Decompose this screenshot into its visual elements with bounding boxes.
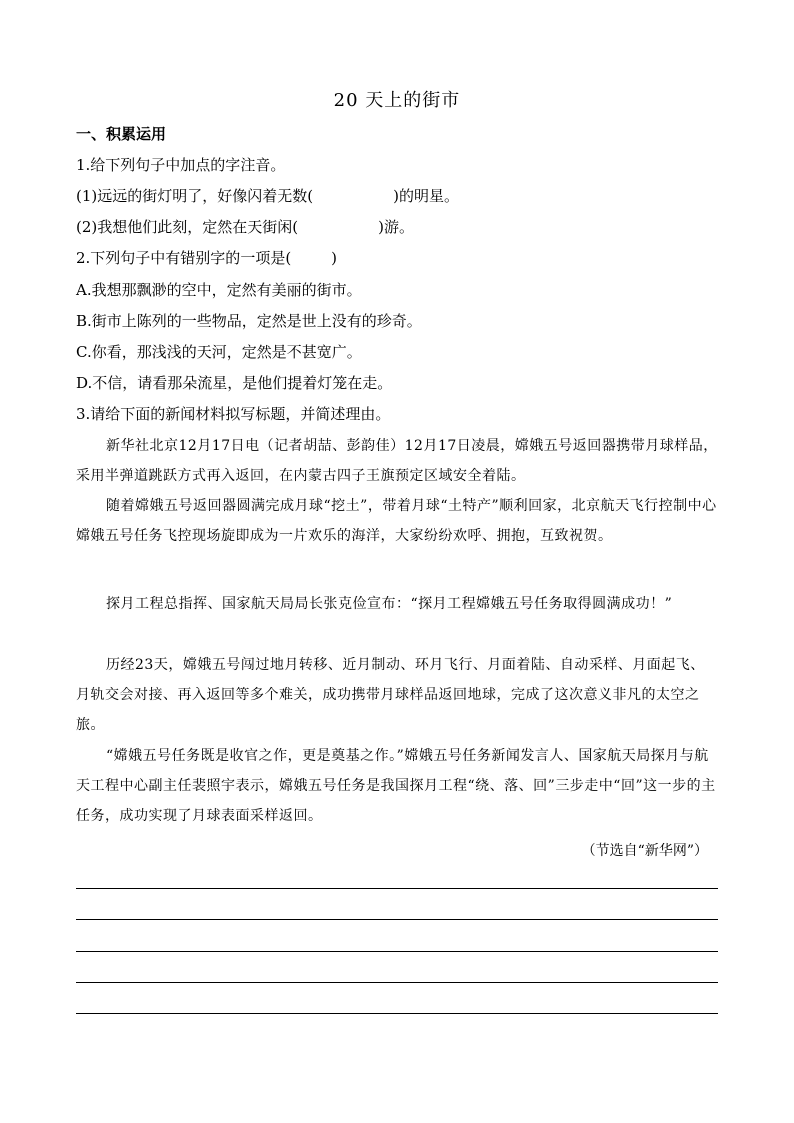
answer-line[interactable]	[76, 951, 718, 952]
question-1-item-1-pre: (1)远远的街灯明了，好像闪着无数(	[76, 187, 314, 205]
question-2-option-b: B.街市上陈列的一些物品，定然是世上没有的珍奇。	[76, 312, 422, 330]
question-3-stem: 3.请给下面的新闻材料拟写标题，并简述理由。	[76, 405, 391, 423]
answer-line[interactable]	[76, 982, 718, 983]
question-1-item-2-pre: (2)我想他们此刻，定然在天街闲(	[76, 218, 299, 236]
question-1-item-1	[76, 186, 459, 206]
answer-line[interactable]	[76, 888, 718, 889]
news-paragraph-1: 新华社北京12月17日电（记者胡喆、彭韵佳）12月17日凌晨，嫦娥五号返回器携带月球样品，采用半弹道跳跃方式再入返回，在内蒙古四子王旗预定区域安全着陆。	[76, 438, 718, 484]
question-1-item-1-post: )的明星。	[393, 187, 459, 205]
question-1-item-2-post: )游。	[378, 218, 414, 236]
question-2-option-d: D.不信，请看那朵流星，是他们提着灯笼在走。	[76, 374, 393, 392]
question-2-option-a: A.我想那飘渺的空中，定然有美丽的街市。	[76, 281, 362, 299]
answer-line[interactable]	[76, 919, 718, 920]
news-paragraph-5: “嫦娥五号任务既是收官之作，更是奠基之作。”嫦娥五号任务新闻发言人、国家航天局探月与航天工程中心副主任裴照宇表示，嫦娥五号任务是我国探月工程“绕、落、回”三步走中“回”这一步的主任务，成功实现了月球表面采样返回。	[76, 748, 716, 824]
answer-line[interactable]	[76, 1013, 718, 1014]
news-paragraph-2: 随着嫦娥五号返回器圆满完成月球“挖土”，带着月球“土特产”顺利回家，北京航天飞行控制中心嫦娥五号任务飞控现场旋即成为一片欢乐的海洋，大家纷纷欢呼、拥抱，互致祝贺。	[76, 498, 717, 544]
question-1-stem: 1.给下列句子中加点的字注音。	[76, 156, 286, 174]
news-source: （节选自“新华网”）	[581, 843, 708, 859]
page-title: 20 天上的街市	[333, 90, 461, 111]
news-paragraph-3: 探月工程总指挥、国家航天局局长张克俭宣布：“探月工程嫦娥五号任务取得圆满成功！”	[106, 596, 673, 612]
news-paragraph-4: 历经23天，嫦娥五号闯过地月转移、近月制动、环月飞行、月面着陆、自动采样、月面起飞、月轨交会对接、再入返回等多个难关，成功携带月球样品返回地球，完成了这次意义非凡的太空之旅。	[76, 657, 705, 733]
question-2-stem-pre: 2.下列句子中有错别字的一项是(	[76, 249, 292, 267]
section-heading: 一、积累运用	[76, 125, 167, 143]
question-1-item-2	[76, 217, 414, 237]
question-2-option-c: C.你看，那浅浅的天河，定然是不甚宽广。	[76, 343, 362, 361]
question-2-stem-post: )	[331, 249, 338, 267]
question-2-stem	[76, 248, 337, 268]
